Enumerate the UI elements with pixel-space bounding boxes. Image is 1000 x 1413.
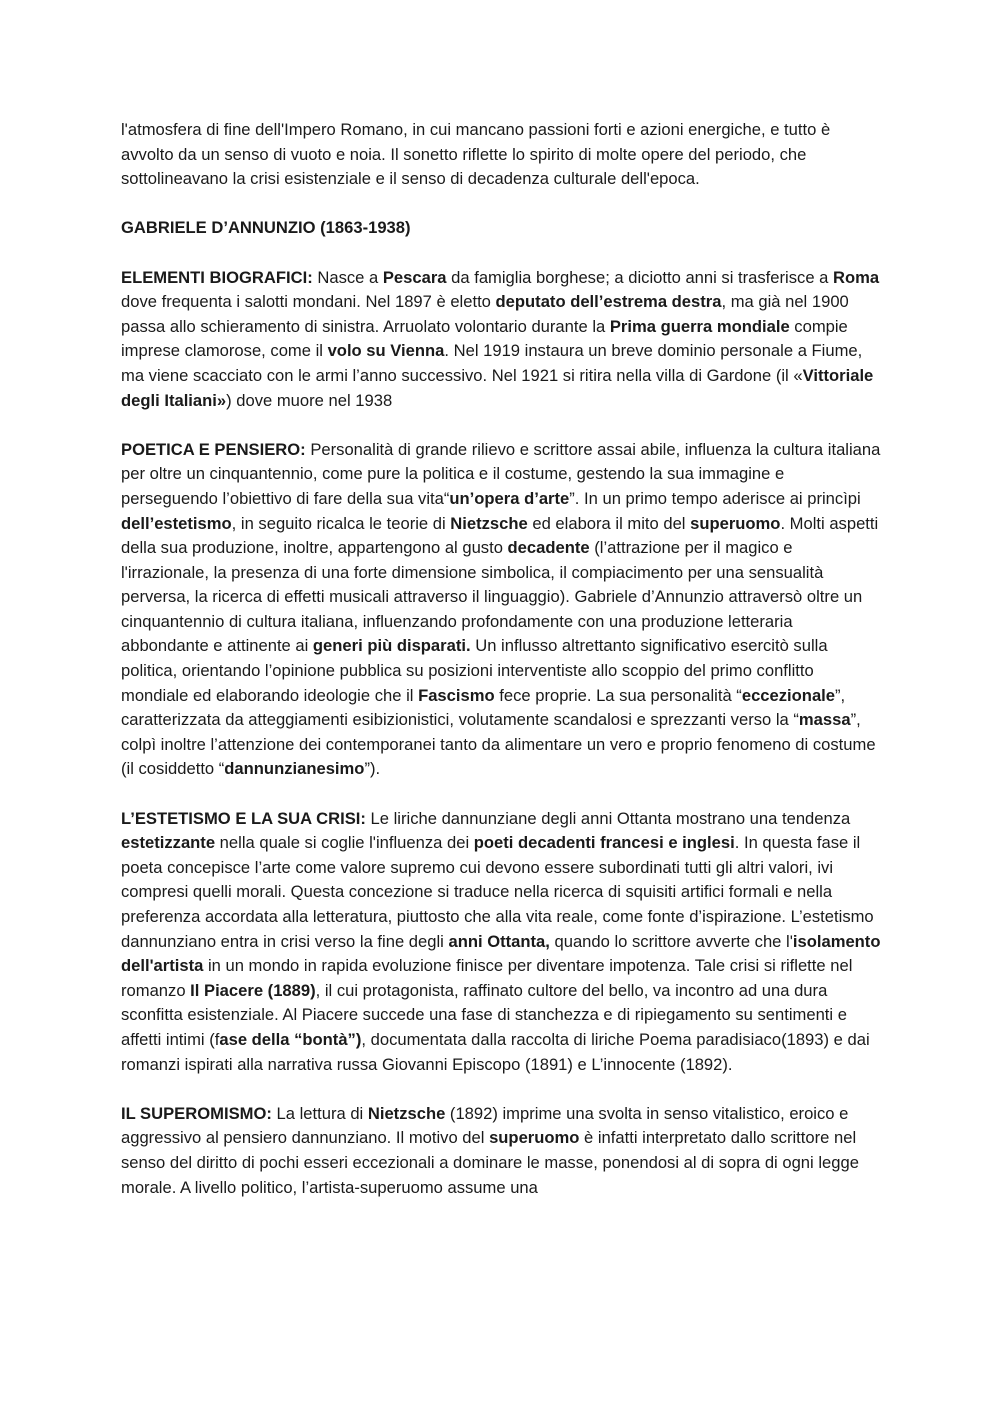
bold-text: generi più disparati. [312, 636, 471, 656]
body-text: , documentata dalla raccolta di liriche Poema paradisiaco(1893) e dai romanzi ispirati alla narrativa russa Giovanni Episcopo (1891) e L’innocente (1892). [121, 1029, 870, 1074]
body-text: ”. In un primo tempo aderisce ai princìpi [569, 488, 861, 508]
section-heading-author [121, 216, 881, 241]
bold-text: superuomo [489, 1128, 580, 1148]
body-text: ”, caratterizzata da atteggiamenti esibizionistici, volutamente scandalosi e sprezzanti verso la “ [121, 685, 846, 730]
bold-text: Nietzsche [367, 1103, 446, 1123]
body-text: ) dove muore nel 1938 [226, 390, 393, 410]
bold-text: volo su Vienna [327, 341, 445, 361]
bold-text: L’ESTETISMO E LA SUA CRISI: [121, 808, 366, 828]
paragraph-intro-continued [121, 118, 881, 192]
body-text: Nasce a [312, 267, 383, 287]
bold-text: POETICA E PENSIERO: [121, 439, 306, 459]
bold-text: Pescara [382, 267, 447, 287]
body-text: fece proprie. La sua personalità “ [494, 685, 742, 705]
body-text: . In questa fase il poeta concepisce l’arte come valore supremo cui devono essere subordinati tutti gli altri valori, ivi compresi quelli morali. Questa concezione si traduce nella ricerca di squisiti artifici formali e nella preferenza accordata alla letteratura, piuttosto che alla vita reale, come fonte d’ispirazione. L’estetismo dannunziano entra in crisi verso la fine degli [121, 833, 874, 951]
bold-text: ase della “bontà”) [219, 1029, 362, 1049]
paragraph-estetismo-e-crisi [121, 807, 881, 1078]
body-text: Le liriche dannunziane degli anni Ottanta mostrano una tendenza [365, 808, 851, 828]
bold-text: ELEMENTI BIOGRAFICI: [121, 267, 313, 287]
body-text: compie imprese clamorose, come il [121, 316, 848, 361]
bold-text: decadente [507, 538, 590, 558]
body-text: Personalità di grande rilievo e scrittore assai abile, influenza la cultura italiana per oltre un cinquantennio, come pure la politica e il costume, gestendo la sua immagine e perseguendo l’obiettivo di fare della sua vita“ [121, 439, 881, 508]
bold-text: Il Piacere (1889) [190, 980, 316, 1000]
body-text: , in seguito ricalca le teorie di [231, 513, 451, 533]
body-text: è infatti interpretato dallo scrittore nel senso del diritto di pochi esseri eccezionali a dominare le masse, ponendosi al di sopra di ogni legge morale. A livello politico, l’artista-superuomo assume una [121, 1128, 859, 1197]
body-text: in un mondo in rapida evoluzione finisce per diventare impotenza. Tale crisi si riflette nel romanzo [121, 956, 853, 1000]
document-page [121, 118, 881, 1225]
bold-text: superuomo [690, 513, 781, 533]
bold-text: Nietzsche [450, 513, 528, 533]
bold-text: deputato dell’estrema destra [495, 292, 722, 312]
bold-text: anni Ottanta, [448, 931, 550, 951]
bold-text: Fascismo [418, 685, 495, 705]
body-text: . Nel 1919 instaura un breve dominio personale a Fiume, ma viene scacciato con le armi l’anno successivo. Nel 1921 si ritira nella villa di Gardone (il « [121, 341, 863, 385]
bold-text: un’opera d’arte [449, 488, 570, 508]
bold-text: dannunzianesimo [224, 759, 365, 779]
bold-text: estetizzante [121, 833, 216, 853]
bold-text: dell’estetismo [121, 513, 232, 533]
bold-text: isolamento dell'artista [121, 931, 881, 976]
bold-text: Roma [833, 267, 880, 287]
bold-text: IL SUPEROMISMO: [121, 1103, 272, 1123]
bold-text: poeti decadenti francesi e inglesi [473, 833, 735, 853]
body-text: , il cui protagonista, raffinato cultore del bello, va incontro ad una dura sconfitta esistenziale. Al Piacere succede una fase di stanchezza e di ripiegamento su sentimenti e affetti intimi (f [121, 980, 847, 1049]
bold-text: eccezionale [741, 685, 836, 705]
paragraph-superomismo [121, 1102, 881, 1200]
body-text: Un influsso altrettanto significativo esercitò sulla politica, orientando l’opinione pubblica su posizioni interventiste allo scoppio del primo conflitto mondiale ed elaborando ideologie che il [121, 636, 828, 705]
body-text: (1892) imprime una svolta in senso vitalistico, eroico e aggressivo al pensiero dannunziano. Il motivo del [121, 1103, 849, 1148]
body-text: da famiglia borghese; a diciotto anni si trasferisce a [446, 267, 834, 287]
body-text: La lettura di [271, 1103, 368, 1123]
paragraph-elementi-biografici [121, 266, 881, 414]
paragraph-poetica-e-pensiero [121, 438, 881, 782]
bold-text: Prima guerra mondiale [609, 316, 790, 336]
bold-text: Vittoriale degli Italiani» [121, 365, 874, 410]
body-text: . Molti aspetti della sua produzione, inoltre, appartengono al gusto [121, 513, 879, 558]
body-text: nella quale si coglie l'influenza dei [215, 833, 474, 853]
body-text: ”, colpì inoltre l’attenzione dei contemporanei tanto da alimentare un vero e proprio fenomeno di costume (il cosiddetto “ [121, 710, 876, 779]
bold-text: massa [798, 710, 851, 730]
body-text: quando lo scrittore avverte che l' [549, 931, 793, 951]
body-text: l'atmosfera di fine dell'Impero Romano, in cui mancano passioni forti e azioni energiche, e tutto è avvolto da un senso di vuoto e noia. Il sonetto riflette lo spirito di molte opere del periodo, che sottolineavano la crisi esistenziale e il senso di decadenza culturale dell'epoca. [121, 120, 831, 189]
body-text: ”). [364, 759, 381, 779]
bold-text: GABRIELE D’ANNUNZIO (1863-1938) [121, 218, 411, 238]
body-text: , ma già nel 1900 passa allo schieramento di sinistra. Arruolato volontario durante la [121, 292, 849, 336]
body-text: dove frequenta i salotti mondani. Nel 1897 è eletto [121, 292, 496, 312]
body-text: ed elabora il mito del [527, 513, 691, 533]
body-text: (l’attrazione per il magico e l'irrazionale, la presenza di una forte dimensione simbolica, il compiacimento per una sensualità perversa, la ricerca di effetti musicali attraverso il linguaggio). Gabriele d’Annunzio attraversò oltre un cinquantennio di cultura italiana, influenzando profondamente con una produzione letteraria abbondante e attinente ai [121, 538, 863, 656]
